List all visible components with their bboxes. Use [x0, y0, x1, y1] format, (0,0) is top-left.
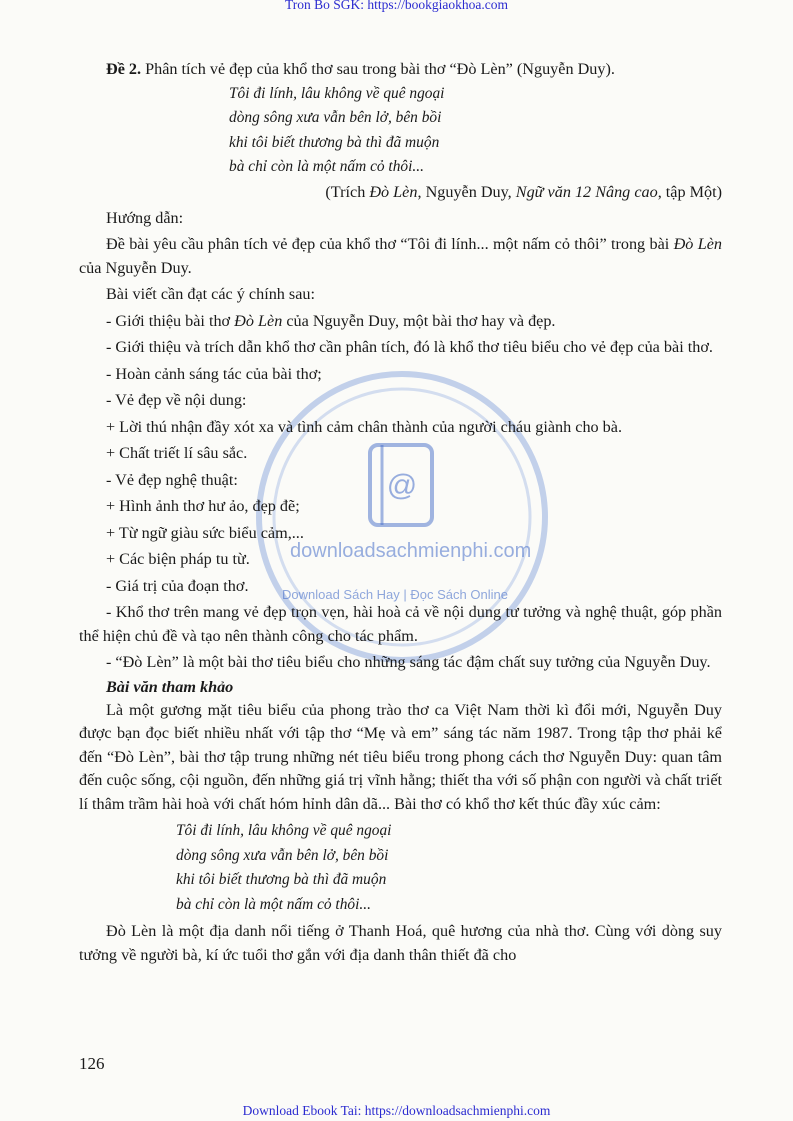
outline-item: + Từ ngữ giàu sức biểu cảm,...	[106, 523, 304, 542]
reference-heading: Bài văn tham khảo	[106, 677, 234, 696]
footer-link[interactable]: Download Ebook Tai: https://downloadsachmienphi.com	[242, 1103, 551, 1118]
poem-line: dòng sông xưa vẫn bên lở, bên bồi	[229, 109, 442, 126]
header-link[interactable]: Tron Bo SGK: https://bookgiaokhoa.com	[284, 0, 508, 12]
poem-excerpt-repeat	[176, 819, 722, 917]
svg-text:@: @	[386, 469, 418, 502]
exercise-prompt: Đề 2. Phân tích vẻ đẹp của khổ thơ sau trong bài thơ “Đò Lèn” (Nguyễn Duy).	[106, 60, 615, 78]
exercise-label: Đề 2.	[106, 60, 142, 78]
watermark-site: downloadsachmienphi.com	[290, 540, 532, 562]
outline-item: + Các biện pháp tu từ.	[106, 550, 250, 568]
page-number: 126	[79, 1054, 105, 1073]
poem-line: dòng sông xưa vẫn bên lở, bên bồi	[176, 846, 389, 864]
poem-line: khi tôi biết thương bà thì đã muộn	[176, 871, 387, 888]
watermark-tagline: Download Sách Hay | Đọc Sách Online	[282, 587, 508, 602]
outline-item: - Hoàn cảnh sáng tác của bài thơ;	[106, 364, 322, 383]
outline-item: - Khổ thơ trên mang vẻ đẹp trọn vẹn, hài hoà cả về nội dung tư tưởng và nghệ thuật, góp phần thể hiện chủ đề và tạo nên thành công cho tác phẩm.	[79, 603, 722, 645]
outline-title: Bài viết cần đạt các ý chính sau:	[106, 285, 316, 303]
outline-item: + Lời thú nhận đầy xót xa và tình cảm chân thành của người cháu giành cho bà.	[106, 417, 623, 436]
page-content	[79, 58, 722, 967]
outline-item: + Hình ảnh thơ hư ảo, đẹp đẽ;	[106, 497, 300, 515]
outline-item: + Chất triết lí sâu sắc.	[106, 444, 248, 462]
poem-line: bà chỉ còn là một nấm cỏ thôi...	[176, 895, 371, 913]
citation: (Trích Đò Lèn, Nguyễn Duy, Ngữ văn 12 Nâng cao, tập Một)	[325, 182, 722, 201]
outline-item: - Giới thiệu và trích dẫn khổ thơ cần phân tích, đó là khổ thơ tiêu biểu cho vẻ đẹp của bài thơ.	[106, 338, 713, 356]
guide-requirement: Đề bài yêu cầu phân tích vẻ đẹp của khổ thơ “Tôi đi lính... một nấm cỏ thôi” trong bài Đò Lèn của Nguyễn Duy.	[79, 235, 722, 277]
outline-item: - Vẻ đẹp về nội dung:	[106, 391, 247, 409]
poem-excerpt	[229, 82, 722, 180]
outline-item: - Giá trị của đoạn thơ.	[106, 576, 249, 595]
outline-item: - “Đò Lèn” là một bài thơ tiêu biểu cho những sáng tác đậm chất suy tưởng của Nguyễn Duy.	[106, 653, 711, 671]
poem-line: khi tôi biết thương bà thì đã muộn	[229, 133, 440, 151]
guide-title: Hướng dẫn:	[106, 208, 184, 227]
outline-item: - Giới thiệu bài thơ Đò Lèn của Nguyễn Duy, một bài thơ hay và đẹp.	[106, 311, 556, 330]
outline-item: - Vẻ đẹp nghệ thuật:	[106, 470, 238, 489]
reference-paragraph: Là một gương mặt tiêu biểu của phong trào thơ ca Việt Nam thời kì đổi mới, Nguyễn Duy được bạn đọc biết nhiều nhất với tập thơ “Mẹ và em” sáng tác năm 1987. Trong tập thơ phải kể đến “Đò Lèn”, bài thơ tập trung những nét tiêu biểu trong phong cách thơ Nguyễn Duy: quan tâm đến cuộc sống, cội nguồn, đến những giá trị vĩnh hằng; thiết tha với số phận con người và chất triết lí thâm trầm hài hoà với chất hóm hỉnh dân dã... Bài thơ có khổ thơ kết thúc đầy xúc cảm:	[79, 700, 722, 813]
poem-line: bà chỉ còn là một nấm cỏ thôi...	[229, 158, 424, 175]
poem-line: Tôi đi lính, lâu không về quê ngoại	[229, 84, 445, 102]
poem-line: Tôi đi lính, lâu không về quê ngoại	[176, 822, 392, 839]
reference-paragraph: Đò Lèn là một địa danh nổi tiếng ở Thanh Hoá, quê hương của nhà thơ. Cùng với dòng suy tưởng về người bà, kí ức tuổi thơ gắn với địa danh thân thiết đã cho	[79, 922, 722, 964]
